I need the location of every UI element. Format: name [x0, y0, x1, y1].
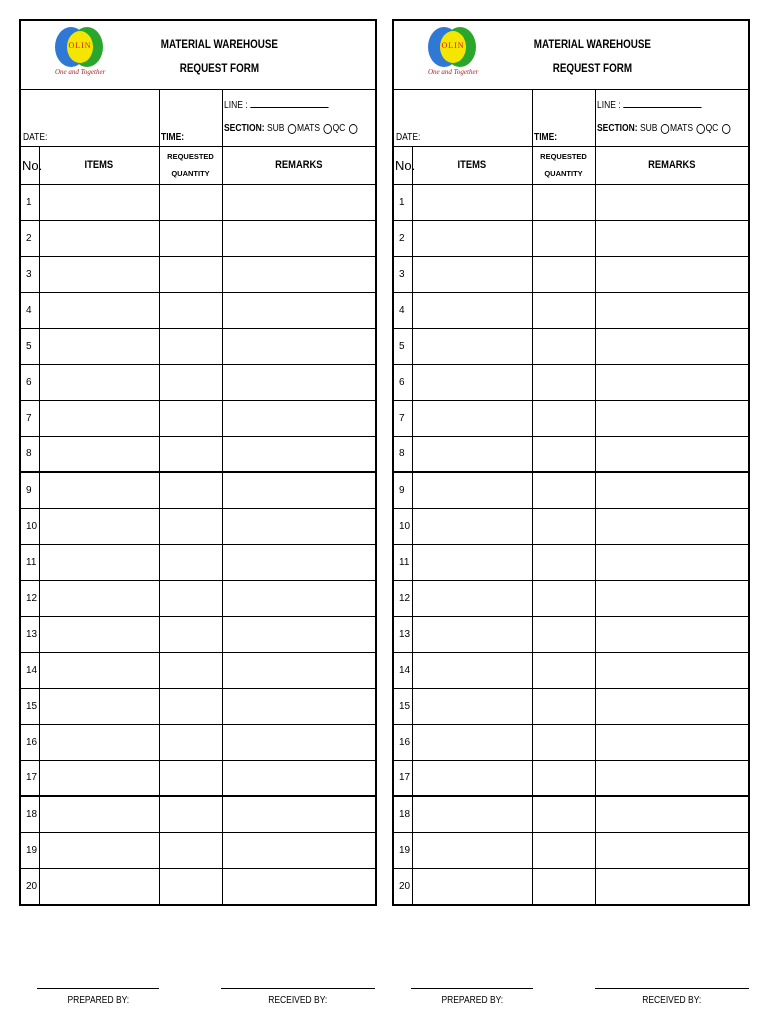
quantity-cell[interactable]	[532, 544, 595, 580]
row-number: 7	[394, 400, 412, 436]
remarks-cell[interactable]	[595, 832, 748, 868]
items-cell[interactable]	[412, 472, 532, 508]
items-cell[interactable]	[39, 580, 159, 616]
remarks-cell[interactable]	[595, 688, 748, 724]
items-cell[interactable]	[412, 616, 532, 652]
table-row	[394, 400, 748, 436]
remarks-cell[interactable]	[222, 544, 375, 580]
items-cell[interactable]	[39, 688, 159, 724]
logo-text: OLIN	[68, 41, 92, 50]
row-number: 19	[21, 832, 39, 868]
quantity-cell[interactable]	[159, 220, 222, 256]
remarks-cell[interactable]	[222, 256, 375, 292]
quantity-cell[interactable]	[159, 544, 222, 580]
quantity-cell[interactable]	[159, 796, 222, 832]
section-option-mats: MATS	[670, 123, 694, 134]
table-row	[21, 652, 375, 688]
col-no-header: No.	[21, 147, 39, 184]
items-table	[21, 147, 375, 904]
items-cell[interactable]	[412, 292, 532, 328]
items-cell[interactable]	[412, 220, 532, 256]
mats-radio[interactable]	[696, 124, 705, 134]
table-row	[394, 328, 748, 364]
signature-prepared-by-left: PREPARED BY:	[37, 988, 159, 1006]
row-number: 5	[394, 328, 412, 364]
items-cell[interactable]	[39, 256, 159, 292]
section-options	[597, 123, 731, 134]
remarks-cell[interactable]	[595, 472, 748, 508]
remarks-cell[interactable]	[595, 256, 748, 292]
remarks-cell[interactable]	[222, 616, 375, 652]
col-items-header: ITEMS	[39, 147, 159, 184]
logo-tagline: One and Together	[55, 68, 106, 76]
quantity-cell[interactable]	[532, 688, 595, 724]
table-row	[21, 580, 375, 616]
items-cell[interactable]	[412, 868, 532, 904]
remarks-cell[interactable]	[222, 508, 375, 544]
row-number: 6	[394, 364, 412, 400]
items-cell[interactable]	[39, 724, 159, 760]
table-row	[394, 364, 748, 400]
items-cell[interactable]	[39, 184, 159, 220]
table-row	[21, 364, 375, 400]
items-cell[interactable]	[412, 328, 532, 364]
items-cell[interactable]	[39, 436, 159, 472]
items-cell[interactable]	[412, 652, 532, 688]
table-row	[21, 544, 375, 580]
row-number: 10	[21, 508, 39, 544]
row-number: 15	[394, 688, 412, 724]
table-row	[394, 724, 748, 760]
row-number: 9	[21, 472, 39, 508]
row-number: 3	[21, 256, 39, 292]
section-label: SECTION:	[597, 123, 638, 134]
items-cell[interactable]	[412, 400, 532, 436]
line-blank	[623, 107, 701, 108]
remarks-cell[interactable]	[595, 508, 748, 544]
items-cell[interactable]	[412, 580, 532, 616]
quantity-cell[interactable]	[159, 760, 222, 796]
sub-radio[interactable]	[661, 124, 670, 134]
items-cell[interactable]	[412, 724, 532, 760]
remarks-cell[interactable]	[222, 832, 375, 868]
title-line-1: MATERIAL WAREHOUSE	[160, 37, 278, 51]
quantity-cell[interactable]	[159, 688, 222, 724]
quantity-cell[interactable]	[159, 436, 222, 472]
items-cell[interactable]	[39, 472, 159, 508]
row-number: 17	[394, 760, 412, 796]
section-option-qc: QC	[705, 123, 719, 134]
table-row	[394, 256, 748, 292]
remarks-cell[interactable]	[222, 220, 375, 256]
row-number: 13	[21, 616, 39, 652]
row-number: 3	[394, 256, 412, 292]
section-option-mats: MATS	[297, 123, 321, 134]
table-row	[21, 184, 375, 220]
table-row	[21, 328, 375, 364]
table-row	[21, 724, 375, 760]
table-row	[21, 400, 375, 436]
table-row	[394, 688, 748, 724]
items-cell[interactable]	[39, 364, 159, 400]
table-row	[394, 796, 748, 832]
row-number: 11	[21, 544, 39, 580]
form-header	[394, 21, 748, 90]
quantity-cell[interactable]	[159, 328, 222, 364]
title-line-2: REQUEST FORM	[179, 61, 260, 75]
quantity-cell[interactable]	[532, 472, 595, 508]
items-cell[interactable]	[39, 616, 159, 652]
table-row	[394, 616, 748, 652]
table-row	[21, 256, 375, 292]
quantity-cell[interactable]	[532, 616, 595, 652]
logo-text: OLIN	[441, 41, 465, 50]
remarks-cell[interactable]	[222, 328, 375, 364]
row-number: 11	[394, 544, 412, 580]
quantity-cell[interactable]	[532, 328, 595, 364]
table-row	[21, 292, 375, 328]
remarks-cell[interactable]	[222, 760, 375, 796]
items-cell[interactable]	[412, 436, 532, 472]
table-row	[394, 580, 748, 616]
table-header	[394, 147, 748, 184]
remarks-cell[interactable]	[222, 688, 375, 724]
row-number: 20	[21, 868, 39, 904]
items-cell[interactable]	[39, 328, 159, 364]
quantity-cell[interactable]	[159, 508, 222, 544]
section-label: SECTION:	[224, 123, 265, 134]
row-number: 10	[394, 508, 412, 544]
quantity-cell[interactable]	[532, 364, 595, 400]
remarks-cell[interactable]	[222, 436, 375, 472]
col-quantity-header: REQUESTED QUANTITY	[159, 147, 222, 184]
row-number: 16	[394, 724, 412, 760]
table-row	[21, 616, 375, 652]
items-cell[interactable]	[39, 652, 159, 688]
quantity-cell[interactable]	[532, 292, 595, 328]
section-option-sub: SUB	[639, 123, 658, 134]
col-items-header: ITEMS	[412, 147, 532, 184]
form-title	[121, 32, 318, 80]
table-row	[394, 472, 748, 508]
table-row	[394, 436, 748, 472]
quantity-cell[interactable]	[159, 724, 222, 760]
quantity-cell[interactable]	[159, 832, 222, 868]
table-row	[21, 760, 375, 796]
row-number: 7	[21, 400, 39, 436]
remarks-cell[interactable]	[595, 868, 748, 904]
row-number: 8	[21, 436, 39, 472]
row-number: 2	[21, 220, 39, 256]
request-form-right	[392, 19, 750, 906]
row-number: 9	[394, 472, 412, 508]
items-cell[interactable]	[39, 220, 159, 256]
time-field[interactable]	[532, 90, 596, 146]
line-label: LINE :	[224, 100, 248, 111]
date-label: DATE:	[396, 132, 421, 143]
remarks-cell[interactable]	[222, 292, 375, 328]
remarks-cell[interactable]	[595, 436, 748, 472]
remarks-cell[interactable]	[595, 400, 748, 436]
remarks-cell[interactable]	[222, 364, 375, 400]
items-cell[interactable]	[412, 832, 532, 868]
col-no-header: No.	[394, 147, 412, 184]
quantity-cell[interactable]	[159, 580, 222, 616]
section-options	[224, 123, 358, 134]
row-number: 15	[21, 688, 39, 724]
quantity-cell[interactable]	[159, 292, 222, 328]
quantity-cell[interactable]	[532, 760, 595, 796]
items-cell[interactable]	[39, 400, 159, 436]
quantity-cell[interactable]	[159, 616, 222, 652]
remarks-cell[interactable]	[222, 184, 375, 220]
qc-radio[interactable]	[349, 124, 358, 134]
table-row	[21, 796, 375, 832]
row-number: 18	[394, 796, 412, 832]
items-cell[interactable]	[412, 184, 532, 220]
quantity-cell[interactable]	[532, 868, 595, 904]
row-number: 2	[394, 220, 412, 256]
remarks-cell[interactable]	[595, 184, 748, 220]
table-row	[21, 220, 375, 256]
quantity-cell[interactable]	[532, 724, 595, 760]
items-cell[interactable]	[39, 292, 159, 328]
items-cell[interactable]	[412, 544, 532, 580]
table-row	[21, 688, 375, 724]
remarks-cell[interactable]	[595, 652, 748, 688]
line-section-field	[595, 90, 748, 146]
quantity-cell[interactable]	[159, 652, 222, 688]
table-row	[394, 760, 748, 796]
table-row	[394, 184, 748, 220]
request-form-left	[19, 19, 377, 906]
remarks-cell[interactable]	[222, 472, 375, 508]
row-number: 14	[21, 652, 39, 688]
row-number: 4	[394, 292, 412, 328]
quantity-cell[interactable]	[532, 832, 595, 868]
logo-tagline: One and Together	[428, 68, 479, 76]
time-field[interactable]	[159, 90, 223, 146]
row-number: 14	[394, 652, 412, 688]
row-number: 5	[21, 328, 39, 364]
items-cell[interactable]	[39, 796, 159, 832]
items-cell[interactable]	[412, 364, 532, 400]
items-cell[interactable]	[412, 256, 532, 292]
remarks-cell[interactable]	[595, 364, 748, 400]
quantity-cell[interactable]	[532, 184, 595, 220]
quantity-cell[interactable]	[532, 508, 595, 544]
section-option-sub: SUB	[266, 123, 285, 134]
row-number: 17	[21, 760, 39, 796]
form-info-row	[394, 90, 748, 147]
table-row	[394, 832, 748, 868]
table-row	[394, 220, 748, 256]
sub-radio[interactable]	[288, 124, 297, 134]
company-logo	[55, 27, 107, 81]
form-info-row	[21, 90, 375, 147]
date-label: DATE:	[23, 132, 48, 143]
quantity-cell[interactable]	[532, 220, 595, 256]
row-number: 4	[21, 292, 39, 328]
table-row	[21, 508, 375, 544]
table-row	[394, 868, 748, 904]
items-table	[394, 147, 748, 904]
row-number: 1	[21, 184, 39, 220]
quantity-cell[interactable]	[532, 436, 595, 472]
col-remarks-header: REMARKS	[222, 147, 375, 184]
time-label: TIME:	[534, 132, 558, 143]
remarks-cell[interactable]	[222, 580, 375, 616]
signature-received-by-right: RECEIVED BY:	[595, 988, 749, 1006]
quantity-cell[interactable]	[532, 796, 595, 832]
items-cell[interactable]	[39, 544, 159, 580]
items-cell[interactable]	[39, 760, 159, 796]
quantity-cell[interactable]	[532, 256, 595, 292]
col-remarks-header: REMARKS	[595, 147, 748, 184]
table-row	[394, 292, 748, 328]
date-field[interactable]	[394, 90, 533, 146]
row-number: 1	[394, 184, 412, 220]
time-label: TIME:	[161, 132, 185, 143]
items-cell[interactable]	[412, 688, 532, 724]
form-title	[494, 32, 691, 80]
items-cell[interactable]	[412, 508, 532, 544]
quantity-cell[interactable]	[532, 652, 595, 688]
title-line-2: REQUEST FORM	[552, 61, 633, 75]
title-line-1: MATERIAL WAREHOUSE	[533, 37, 651, 51]
remarks-cell[interactable]	[595, 796, 748, 832]
row-number: 19	[394, 832, 412, 868]
remarks-cell[interactable]	[222, 868, 375, 904]
quantity-cell[interactable]	[159, 364, 222, 400]
items-cell[interactable]	[39, 868, 159, 904]
date-field[interactable]	[21, 90, 160, 146]
qc-radio[interactable]	[722, 124, 731, 134]
quantity-cell[interactable]	[159, 472, 222, 508]
table-row	[21, 472, 375, 508]
row-number: 20	[394, 868, 412, 904]
quantity-cell[interactable]	[159, 868, 222, 904]
quantity-cell[interactable]	[159, 184, 222, 220]
remarks-cell[interactable]	[595, 544, 748, 580]
quantity-cell[interactable]	[159, 400, 222, 436]
signature-prepared-by-right: PREPARED BY:	[411, 988, 533, 1006]
table-row	[21, 868, 375, 904]
form-header	[21, 21, 375, 90]
remarks-cell[interactable]	[595, 760, 748, 796]
signature-received-by-left: RECEIVED BY:	[221, 988, 375, 1006]
row-number: 13	[394, 616, 412, 652]
items-cell[interactable]	[39, 832, 159, 868]
items-cell[interactable]	[39, 508, 159, 544]
quantity-cell[interactable]	[532, 400, 595, 436]
remarks-cell[interactable]	[595, 328, 748, 364]
row-number: 12	[21, 580, 39, 616]
row-number: 18	[21, 796, 39, 832]
items-cell[interactable]	[412, 796, 532, 832]
table-row	[394, 544, 748, 580]
remarks-cell[interactable]	[595, 220, 748, 256]
company-logo	[428, 27, 480, 81]
quantity-cell[interactable]	[159, 256, 222, 292]
row-number: 12	[394, 580, 412, 616]
line-field[interactable]	[597, 100, 701, 111]
table-row	[394, 652, 748, 688]
table-header	[21, 147, 375, 184]
remarks-cell[interactable]	[595, 292, 748, 328]
col-quantity-header: REQUESTED QUANTITY	[532, 147, 595, 184]
remarks-cell[interactable]	[595, 616, 748, 652]
line-section-field	[222, 90, 375, 146]
remarks-cell[interactable]	[222, 652, 375, 688]
line-field[interactable]	[224, 100, 328, 111]
mats-radio[interactable]	[323, 124, 332, 134]
remarks-cell[interactable]	[595, 724, 748, 760]
quantity-cell[interactable]	[532, 580, 595, 616]
table-row	[21, 832, 375, 868]
remarks-cell[interactable]	[595, 580, 748, 616]
table-row	[21, 436, 375, 472]
row-number: 8	[394, 436, 412, 472]
remarks-cell[interactable]	[222, 724, 375, 760]
table-row	[394, 508, 748, 544]
line-label: LINE :	[597, 100, 621, 111]
remarks-cell[interactable]	[222, 796, 375, 832]
line-blank	[250, 107, 328, 108]
items-cell[interactable]	[412, 760, 532, 796]
row-number: 16	[21, 724, 39, 760]
row-number: 6	[21, 364, 39, 400]
section-option-qc: QC	[332, 123, 346, 134]
remarks-cell[interactable]	[222, 400, 375, 436]
